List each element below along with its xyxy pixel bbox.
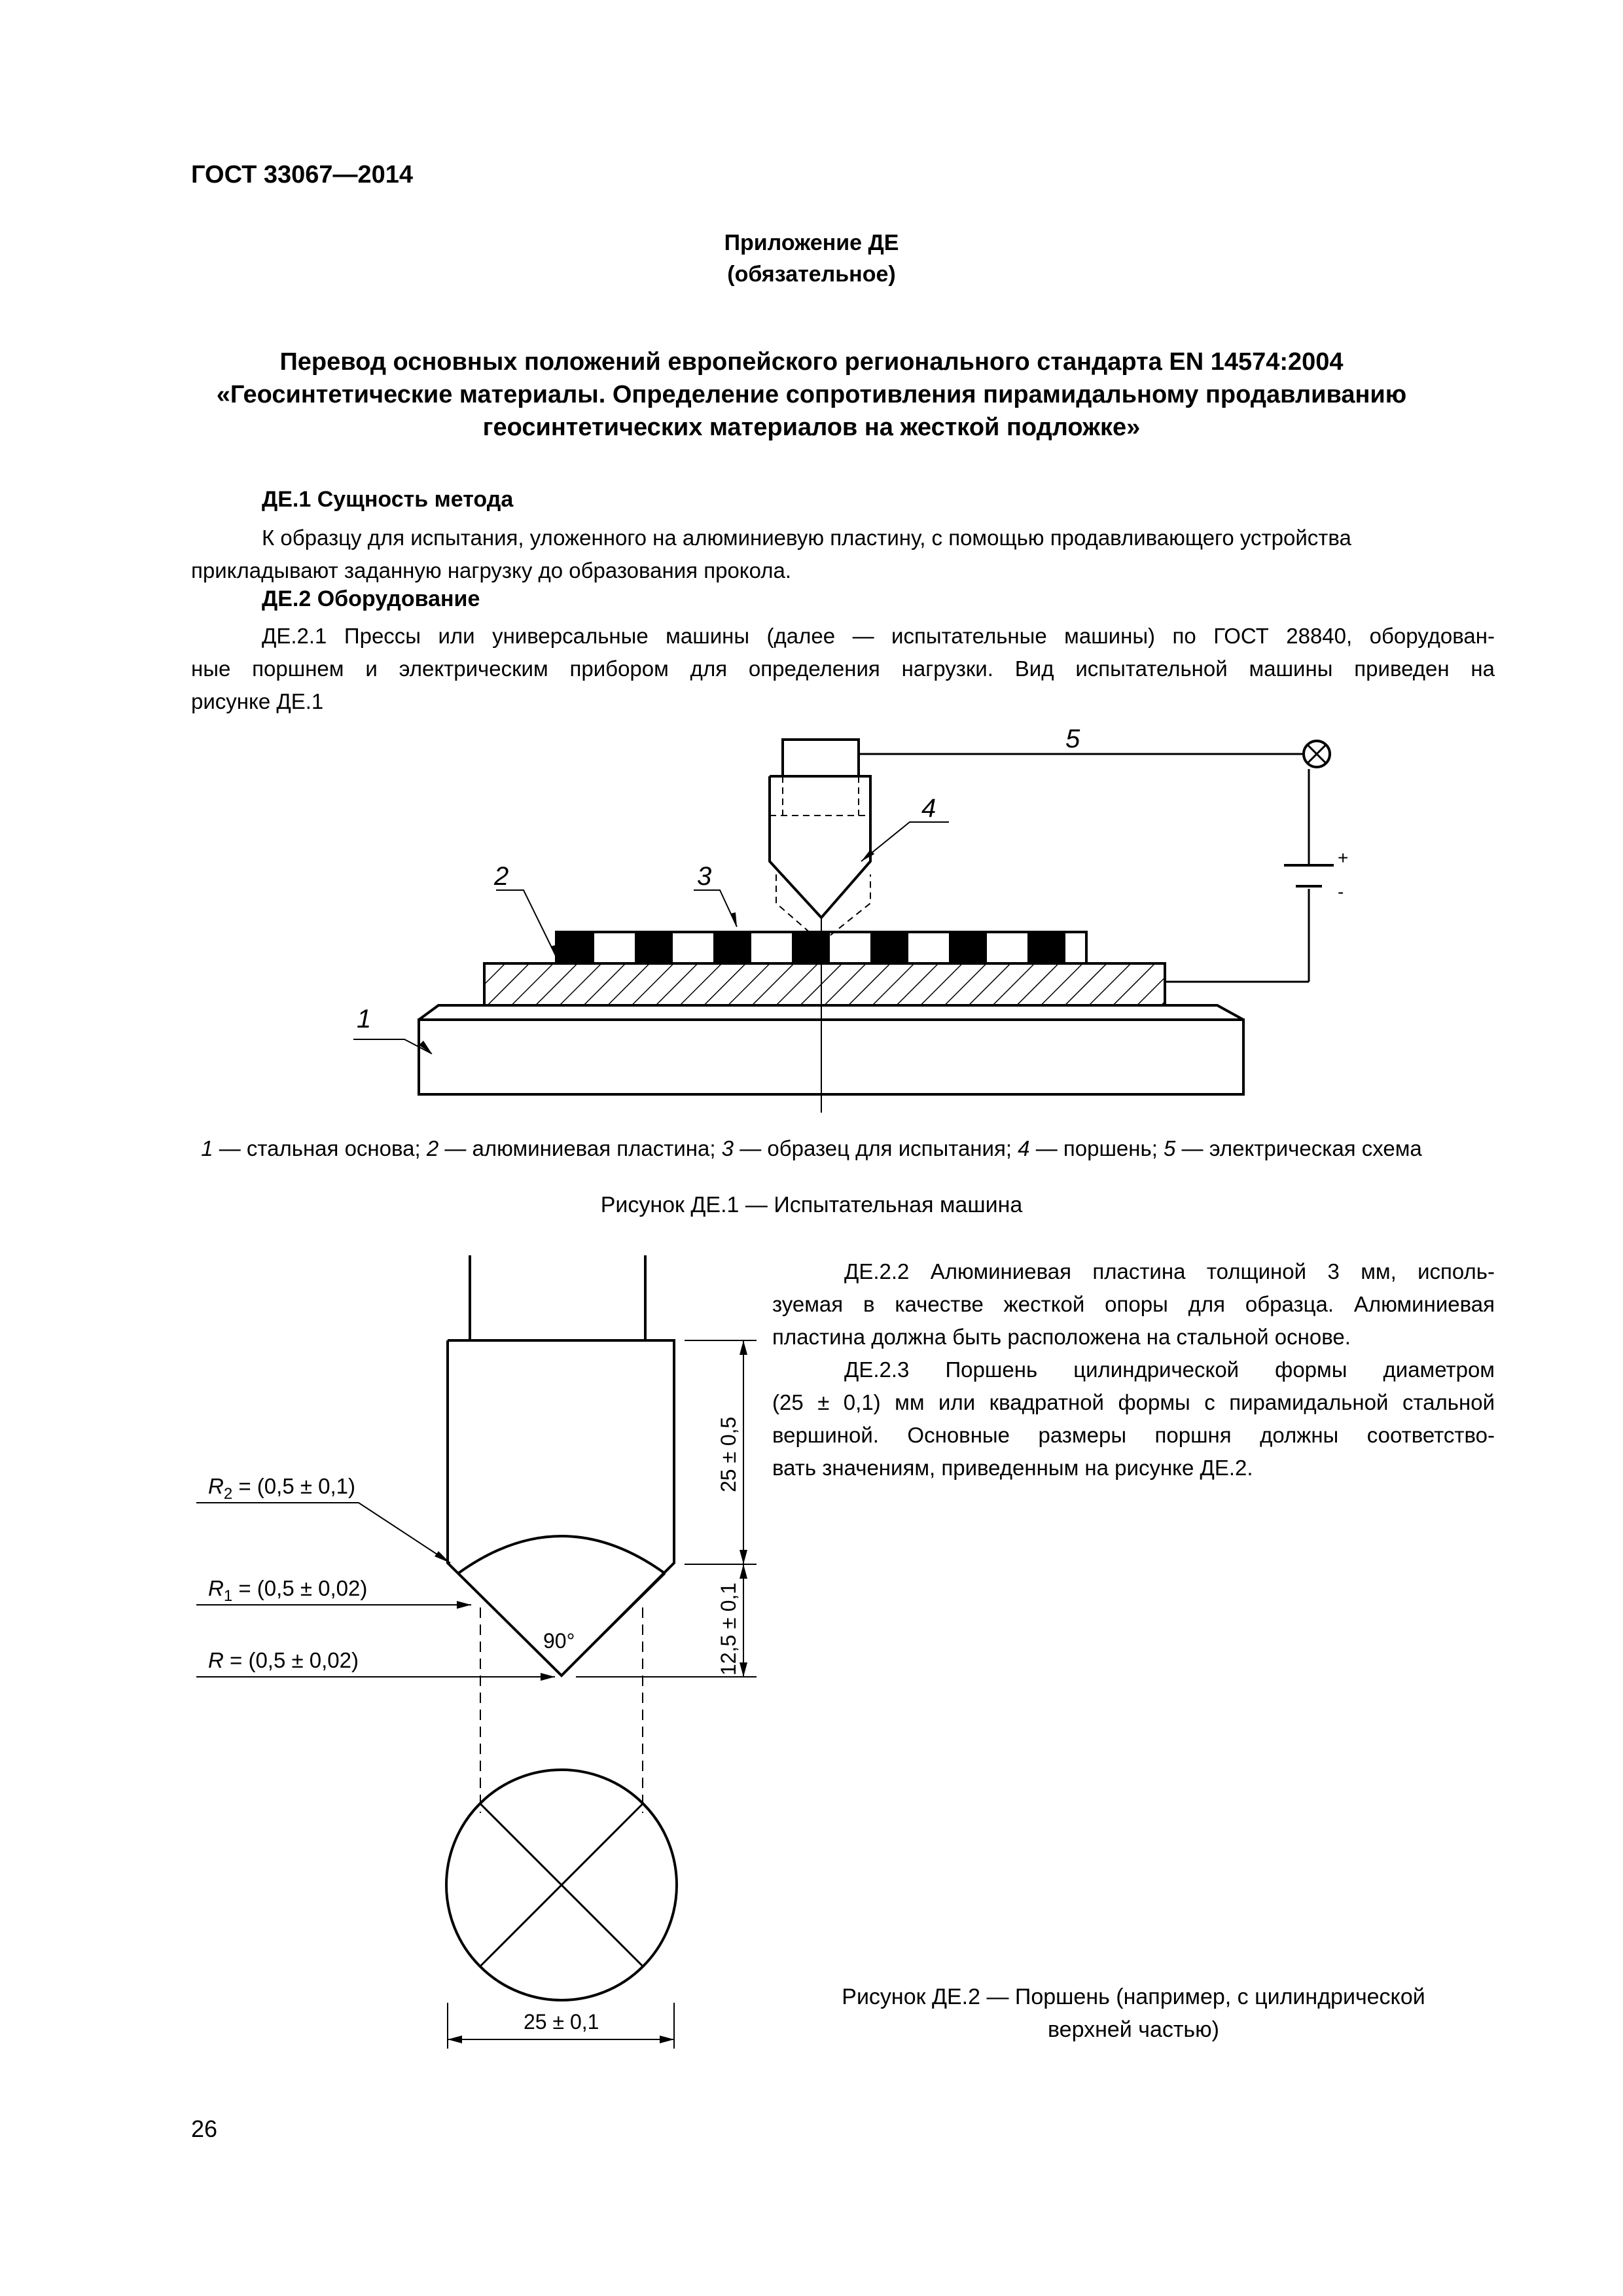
section-2-2-line-2: зуемая в качестве жесткой опоры для образца. Алюминиевая [772, 1292, 1495, 1316]
dim-tip-label: 12,5 ± 0,1 [717, 1582, 740, 1676]
section-1-line-2: прикладывают заданную нагрузку до образования прокола. [191, 558, 792, 583]
steel-base [419, 1020, 1243, 1094]
annex-label: Приложение ДЕ [724, 230, 899, 255]
specimen-square [1027, 932, 1065, 963]
specimen-square [713, 932, 751, 963]
r2-label: $R_2 = (0,5 \pm 0,1)$ [208, 1474, 355, 1503]
section-1-line-1: К образцу для испытания, уложенного на алюминиевую пластину, с помощью продавливающего устройства [262, 526, 1351, 550]
fig1-label-3: 3 [697, 862, 712, 891]
section-2-3-line-3: вершиной. Основные размеры поршня должны соответство- [772, 1423, 1495, 1447]
figure-de1-diagram [0, 720, 1623, 1139]
fig1-label-1: 1 [357, 1005, 372, 1033]
figure-2-caption-line-2: верхней частью) [1048, 2017, 1219, 2042]
figure-1-caption: Рисунок ДЕ.1 — Испытательная машина [600, 1193, 1023, 1217]
section-2-1-line-3: рисунке ДЕ.1 [191, 689, 324, 713]
r-label: R = (0,5 ± 0,02) [208, 1648, 359, 1672]
battery-plus: + [1338, 848, 1349, 868]
section-2-3-line-4: вать значениям, приведенным на рисунке ДЕ.2. [772, 1456, 1253, 1480]
fig1-label-4: 4 [921, 794, 936, 823]
piston-profile [448, 1340, 674, 1676]
title-line-2: «Геосинтетические материалы. Определение сопротивления пирамидальному продавливанию [216, 381, 1407, 408]
section-2-3-line-1: ДЕ.2.3 Поршень цилиндрической формы диаметром [844, 1357, 1495, 1382]
section-2-heading: ДЕ.2 Оборудование [262, 586, 480, 611]
figure-de2-diagram [0, 1244, 772, 2068]
fig1-label-2: 2 [494, 862, 509, 891]
annex-status: (обязательное) [727, 262, 896, 287]
title-line-3: геосинтетических материалов на жесткой подложке» [482, 414, 1141, 441]
section-1-heading: ДЕ.1 Сущность метода [262, 487, 514, 512]
dim-diameter-label: 25 ± 0,1 [524, 2010, 599, 2034]
r1-label: $R_1 = (0,5 \pm 0,02)$ [208, 1576, 368, 1605]
title-line-1: Перевод основных положений европейского регионального стандарта EN 14574:2004 [279, 348, 1344, 376]
figure-1-legend: 1 — стальная основа; 2 — алюминиевая пластина; 3 — образец для испытания; 4 — поршень; 5 — электрическая схема [201, 1136, 1422, 1160]
angle-label: 90° [543, 1629, 575, 1653]
section-2-3-line-2: (25 ± 0,1) мм или квадратной формы с пирамидальной стальной [772, 1390, 1495, 1414]
section-2-2-line-1: ДЕ.2.2 Алюминиевая пластина толщиной 3 мм, исполь- [844, 1259, 1495, 1283]
specimen-square [949, 932, 987, 963]
battery-minus: - [1338, 882, 1344, 902]
page-number: 26 [191, 2115, 218, 2142]
section-2-2-line-3: пластина должна быть расположена на стальной основе. [772, 1325, 1351, 1349]
specimen-square [792, 932, 830, 963]
standard-number: ГОСТ 33067—2014 [191, 161, 414, 188]
fig1-label-5: 5 [1065, 725, 1080, 753]
aluminium-plate [484, 963, 1165, 1005]
dim-height-label: 25 ± 0,5 [717, 1416, 740, 1492]
specimen-square [870, 932, 908, 963]
section-2-1-line-2: ные поршнем и электрическим прибором для определения нагрузки. Вид испытательной машины приведен на [191, 656, 1495, 681]
specimen-square [556, 932, 594, 963]
section-2-1-line-1: ДЕ.2.1 Прессы или универсальные машины (далее — испытательные машины) по ГОСТ 28840, оборудован- [262, 624, 1495, 648]
figure-2-caption-line-1: Рисунок ДЕ.2 — Поршень (например, с цилиндрической [842, 1984, 1425, 2009]
piston-top [783, 740, 859, 776]
specimen-square [635, 932, 673, 963]
piston-body [770, 776, 870, 918]
